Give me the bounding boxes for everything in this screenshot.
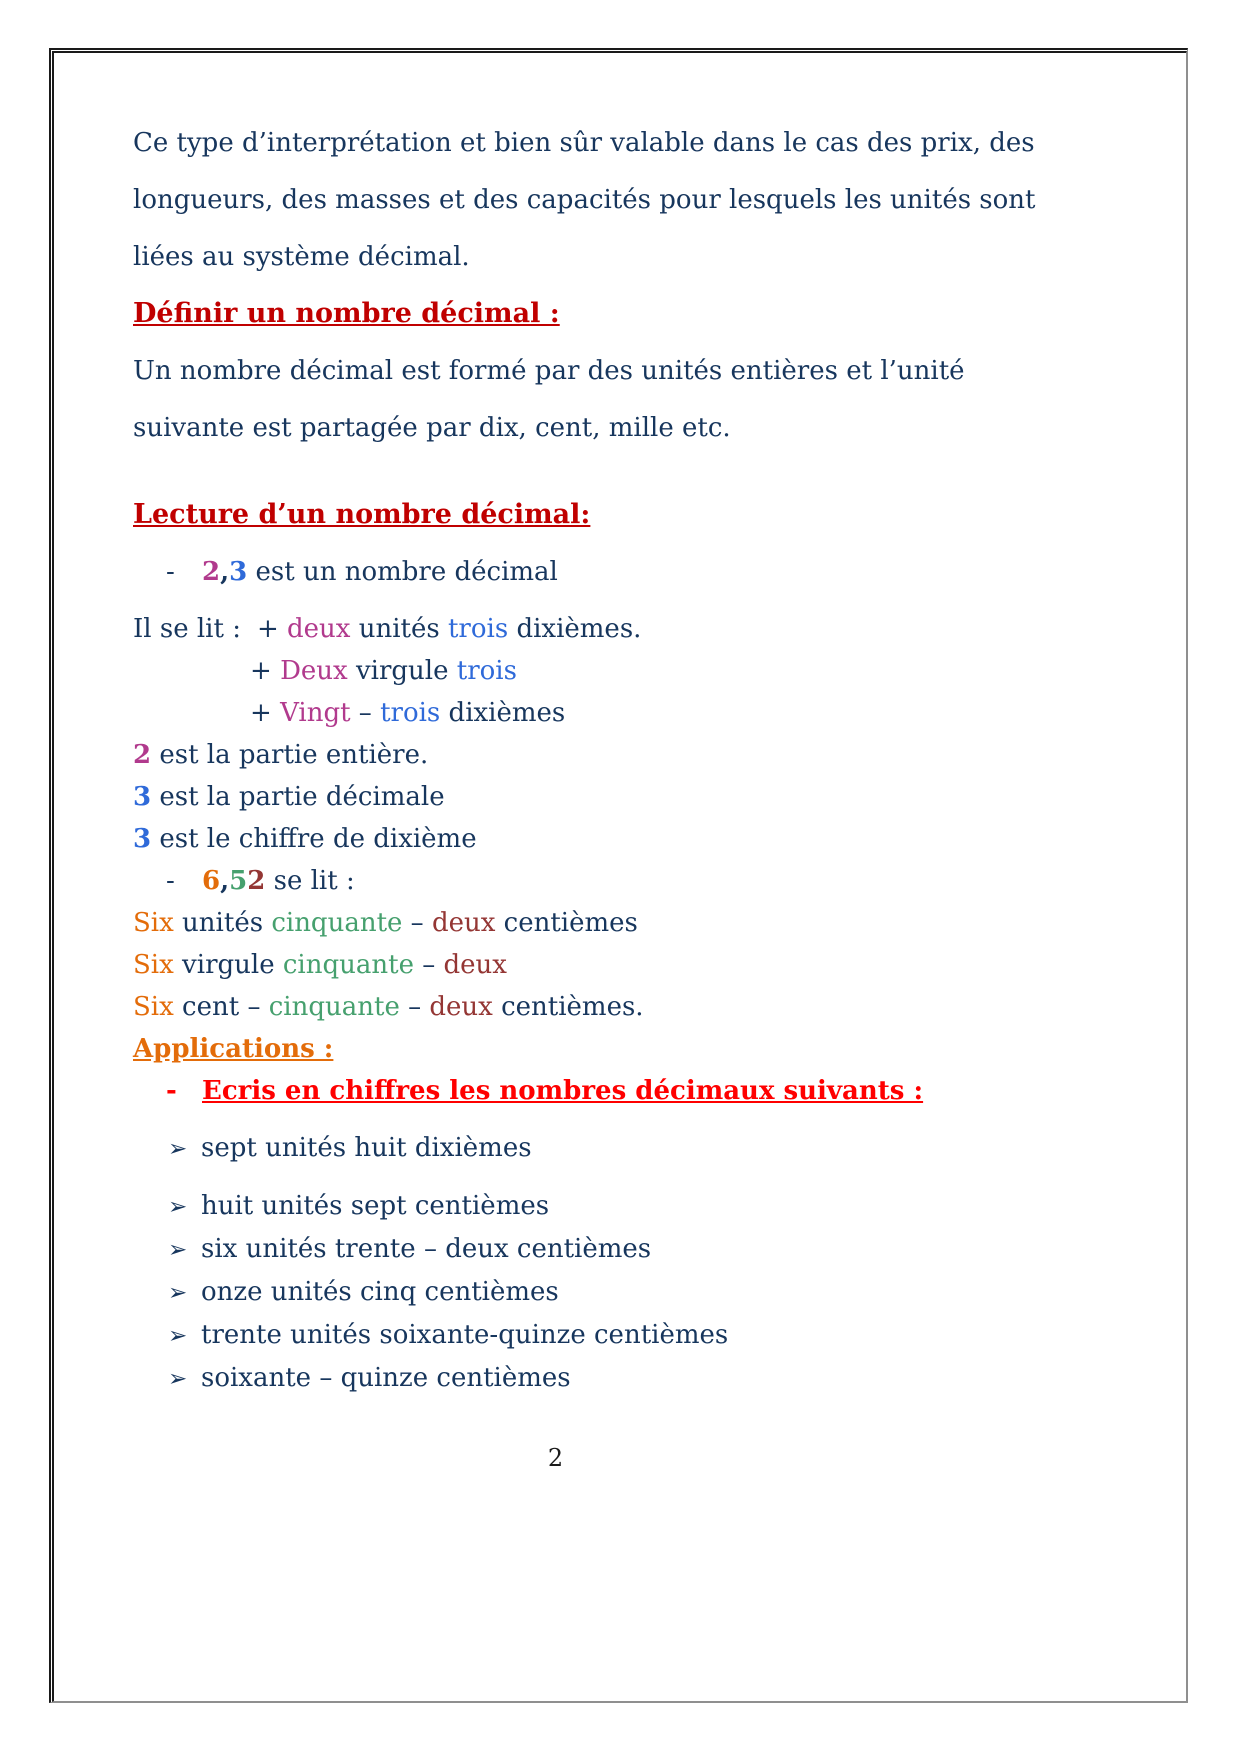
list-item xyxy=(133,1191,1190,1222)
digit-3: 3 xyxy=(133,824,152,854)
definition-heading xyxy=(133,299,1190,329)
text-segment: dixièmes. xyxy=(508,614,642,644)
reading-line-1 xyxy=(133,614,1190,644)
list-item xyxy=(133,1234,1190,1265)
text-segment: – xyxy=(350,698,381,728)
text-segment: est un nombre décimal xyxy=(247,557,558,587)
arrow-bullet-icon: ➢ xyxy=(168,1237,188,1263)
text-segment: – xyxy=(402,908,432,938)
text-segment: centièmes. xyxy=(492,992,644,1022)
reading-line-6 xyxy=(133,992,1190,1022)
text-segment: virgule xyxy=(173,950,283,980)
text-segment: longueurs, des masses et des capacités pour lesquels les unités sont xyxy=(133,185,1036,215)
comma: , xyxy=(220,557,230,587)
text-segment: virgule xyxy=(347,656,457,686)
applications-heading xyxy=(133,1034,1190,1064)
exercise-title-line xyxy=(133,1076,1190,1106)
list-item-text: trente unités soixante-quinze centièmes xyxy=(201,1320,729,1350)
list-item xyxy=(133,1133,1190,1164)
word-deux: Deux xyxy=(280,656,348,686)
list-item-text: soixante – quinze centièmes xyxy=(201,1363,571,1393)
arrow-bullet-icon: ➢ xyxy=(168,1280,188,1306)
text-segment: unités xyxy=(173,908,272,938)
note-partie-entiere xyxy=(133,740,1190,770)
text-segment: dixièmes xyxy=(440,698,566,728)
word-vingt: Vingt xyxy=(280,698,351,728)
word-cinquante: cinquante xyxy=(271,908,403,938)
text-segment: cent – xyxy=(173,992,269,1022)
decimal-number xyxy=(202,866,265,896)
definition-line-1 xyxy=(133,356,1190,386)
list-item xyxy=(133,1320,1190,1351)
example-2-3-line xyxy=(133,557,1190,587)
integer-digit: 2 xyxy=(202,557,221,587)
text-segment: Un nombre décimal est formé par des unités entières et l’unité xyxy=(133,356,965,386)
reading-line-4 xyxy=(133,908,1190,938)
word-trois: trois xyxy=(380,698,441,728)
dash-bullet: - xyxy=(166,866,175,896)
word-cinquante: cinquante xyxy=(282,950,414,980)
text-segment: liées au système décimal. xyxy=(133,242,470,272)
text-segment: est la partie décimale xyxy=(151,782,445,812)
arrow-bullet-icon: ➢ xyxy=(168,1194,188,1220)
reading-line-5 xyxy=(133,950,1190,980)
word-cinquante: cinquante xyxy=(268,992,400,1022)
digit-2: 2 xyxy=(247,866,266,896)
plus-sign: + xyxy=(250,656,281,686)
intro-line-3 xyxy=(133,242,1190,272)
comma: , xyxy=(220,866,230,896)
reading-line-2 xyxy=(133,656,1190,686)
arrow-bullet-icon: ➢ xyxy=(168,1136,188,1162)
reading-line-3 xyxy=(133,698,1190,728)
word-deux: deux xyxy=(429,992,493,1022)
text-segment: unités xyxy=(350,614,448,644)
text-segment: est la partie entière. xyxy=(151,740,429,770)
text-segment: centièmes xyxy=(495,908,638,938)
digit-3: 3 xyxy=(133,782,152,812)
text-segment: se lit : xyxy=(265,866,355,896)
word-trois: trois xyxy=(456,656,517,686)
intro-line-2 xyxy=(133,185,1190,215)
decimal-digit: 3 xyxy=(229,557,248,587)
list-item xyxy=(133,1277,1190,1308)
page-content xyxy=(49,48,1190,1472)
word-trois: trois xyxy=(447,614,509,644)
dash-bullet: - xyxy=(166,1076,177,1106)
word-six: Six xyxy=(133,950,174,980)
list-item-text: sept unités huit dixièmes xyxy=(201,1133,532,1163)
text-segment: Ce type d’interprétation et bien sûr valable dans le cas des prix, des xyxy=(133,128,1035,158)
word-six: Six xyxy=(133,908,174,938)
decimal-number xyxy=(202,557,247,587)
list-item-text: huit unités sept centièmes xyxy=(201,1191,550,1221)
heading-text: Applications : xyxy=(133,1034,334,1064)
dash-bullet: - xyxy=(166,557,175,587)
word-deux: deux xyxy=(443,950,507,980)
plus-sign: + xyxy=(256,614,288,644)
lecture-heading xyxy=(133,500,1190,530)
arrow-bullet-icon: ➢ xyxy=(168,1323,188,1349)
note-partie-decimale xyxy=(133,782,1190,812)
word-six: Six xyxy=(133,992,174,1022)
definition-line-2 xyxy=(133,413,1190,443)
list-item-text: six unités trente – deux centièmes xyxy=(201,1234,652,1264)
digit-5: 5 xyxy=(229,866,248,896)
list-item-text: onze unités cinq centièmes xyxy=(201,1277,559,1307)
exercise-title: Ecris en chiffres les nombres décimaux suivants : xyxy=(202,1076,924,1106)
page-number: 2 xyxy=(547,1444,564,1472)
word-deux: deux xyxy=(287,614,351,644)
text-segment: suivante est partagée par dix, cent, mille etc. xyxy=(133,413,731,443)
intro-line-1 xyxy=(133,128,1190,158)
text-segment: – xyxy=(413,950,444,980)
digit-6: 6 xyxy=(202,866,221,896)
heading-text: Définir un nombre décimal : xyxy=(133,298,560,329)
text-segment: est le chiffre de dixième xyxy=(151,824,477,854)
word-deux: deux xyxy=(431,908,496,938)
example-6-52-line xyxy=(133,866,1190,896)
heading-text: Lecture d’un nombre décimal: xyxy=(133,499,591,530)
list-item xyxy=(133,1363,1190,1394)
text-segment: – xyxy=(399,992,430,1022)
plus-sign: + xyxy=(250,698,281,728)
digit-2: 2 xyxy=(133,740,152,770)
text-segment: Il se lit : xyxy=(133,614,241,644)
arrow-bullet-icon: ➢ xyxy=(168,1366,188,1392)
note-chiffre-dixieme xyxy=(133,824,1190,854)
